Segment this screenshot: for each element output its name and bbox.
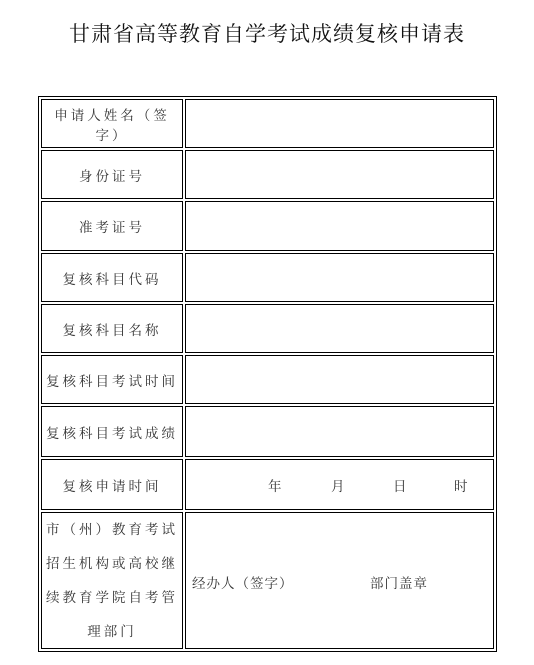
label-applicant-name: 申请人姓名（签字） bbox=[41, 99, 183, 148]
year-unit: 年 bbox=[268, 478, 282, 495]
row-exam-score bbox=[41, 406, 494, 457]
subject-code-field[interactable] bbox=[185, 253, 494, 302]
label-id-number: 身份证号 bbox=[41, 150, 183, 199]
handler-sign-label: 经办人（签字） bbox=[192, 576, 294, 592]
label-subject-name: 复核科目名称 bbox=[41, 304, 183, 353]
form-title: 甘肃省高等教育自学考试成绩复核申请表 bbox=[69, 22, 465, 46]
row-id-number bbox=[41, 150, 494, 199]
month-unit: 月 bbox=[331, 478, 345, 495]
row-applicant-name bbox=[41, 99, 494, 148]
dept-seal-label: 部门盖章 bbox=[370, 576, 428, 592]
office-label-line-4: 理部门 bbox=[87, 623, 137, 640]
row-exam-time bbox=[41, 355, 494, 404]
row-apply-time bbox=[41, 459, 494, 510]
review-application-table bbox=[38, 96, 497, 652]
day-unit: 日 bbox=[393, 478, 407, 495]
exam-score-field[interactable] bbox=[185, 406, 494, 457]
row-admission-number bbox=[41, 201, 494, 251]
id-number-field[interactable] bbox=[185, 150, 494, 199]
row-subject-name bbox=[41, 304, 494, 353]
row-subject-code bbox=[41, 253, 494, 302]
office-label-line-2: 招生机构或高校继 bbox=[46, 555, 178, 572]
admission-number-field[interactable] bbox=[185, 201, 494, 251]
label-subject-code: 复核科目代码 bbox=[41, 253, 183, 302]
label-exam-time: 复核科目考试时间 bbox=[41, 355, 183, 404]
label-office bbox=[41, 512, 183, 649]
label-exam-score: 复核科目考试成绩 bbox=[41, 406, 183, 457]
label-admission-number: 准考证号 bbox=[41, 201, 183, 251]
office-label-line-1: 市（州）教育考试 bbox=[46, 521, 178, 538]
row-office bbox=[41, 512, 494, 649]
applicant-name-field[interactable] bbox=[185, 99, 494, 148]
label-apply-time: 复核申请时间 bbox=[41, 459, 183, 510]
apply-time-field[interactable] bbox=[185, 459, 494, 510]
subject-name-field[interactable] bbox=[185, 304, 494, 353]
office-label-line-3: 续教育学院自考管 bbox=[46, 589, 178, 606]
exam-time-field[interactable] bbox=[185, 355, 494, 404]
office-sign-field[interactable] bbox=[185, 512, 494, 649]
hour-unit: 时 bbox=[454, 478, 468, 495]
